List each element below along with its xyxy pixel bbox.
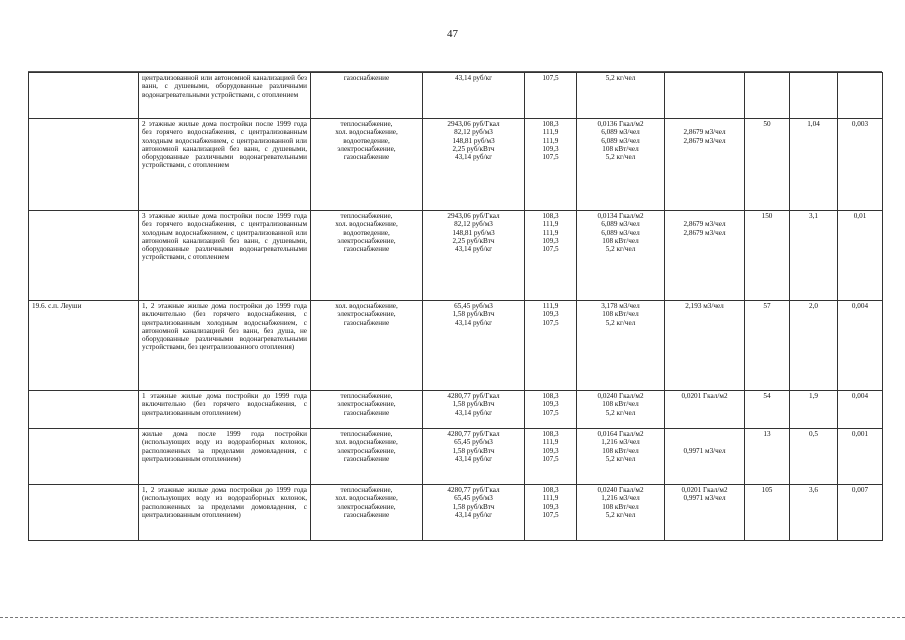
tariffs-line: 2943,06 руб/Гкал (447, 212, 500, 220)
table-row (29, 485, 883, 541)
value-cell: 3,1 (790, 211, 838, 301)
tariffs-line: 2943,06 руб/Гкал (447, 120, 500, 128)
services-line: газоснабжение (343, 74, 390, 82)
norms-line: 6,089 м3/чел (601, 220, 640, 229)
tariffs-line: 1,58 руб/кВтч (452, 502, 495, 511)
services-line: газоснабжение (343, 510, 390, 519)
norms-line: 5,2 кг/чел (605, 454, 636, 463)
services-line: теплоснабжение, (340, 486, 393, 494)
tariff-table (28, 72, 883, 541)
tariffs-line: 1,58 руб/кВтч (452, 446, 495, 455)
table-row (29, 73, 883, 119)
index-line: 107,5 (542, 318, 559, 327)
services-line: электроснабжение, (337, 236, 396, 245)
services-line: газоснабжение (343, 408, 390, 417)
services-line: теплоснабжение, (340, 392, 393, 400)
norms-line: 6,089 м3/чел (601, 136, 640, 145)
index-cell (525, 301, 577, 391)
tariffs-line: 148,81 руб/м3 (452, 228, 495, 237)
index-line: 107,5 (542, 510, 559, 519)
services-cell (311, 429, 423, 485)
extra-line: 0,9971 м3/чел (683, 446, 726, 455)
services-line: электроснабжение, (337, 400, 396, 409)
tariffs-line: 65,45 руб/м3 (454, 302, 493, 310)
services-line: газоснабжение (343, 153, 390, 162)
index-cell (525, 211, 577, 301)
services-line: хол. водоснабжение, (335, 494, 398, 503)
tariffs-line: 82,12 руб/м3 (454, 128, 493, 137)
norms-line: 108 кВт/чел (602, 236, 639, 245)
location-cell: 19.6. с.п. Леуши (29, 301, 139, 391)
services-line: газоснабжение (343, 454, 390, 463)
norms-line: 108 кВт/чел (602, 310, 639, 319)
tariffs-line: 43,14 руб/кг (454, 510, 493, 519)
index-cell (525, 73, 577, 119)
extra-line (668, 438, 741, 446)
location-cell (29, 391, 139, 429)
extra-cell (665, 301, 745, 391)
services-line: газоснабжение (343, 245, 390, 254)
index-cell (525, 119, 577, 211)
services-line: теплоснабжение, (340, 120, 393, 128)
index-line: 111,9 (542, 494, 559, 503)
tariffs-cell (423, 485, 525, 541)
table-row (29, 211, 883, 301)
value-cell: 2,0 (790, 301, 838, 391)
tariffs-line: 65,45 руб/м3 (454, 438, 493, 447)
index-line: 111,9 (542, 220, 559, 229)
norms-cell (577, 73, 665, 119)
services-cell (311, 211, 423, 301)
index-line: 111,9 (542, 302, 559, 310)
services-line: электроснабжение, (337, 502, 396, 511)
index-line: 108,3 (542, 212, 559, 220)
norms-cell (577, 485, 665, 541)
services-line: электроснабжение, (337, 144, 396, 153)
norms-cell (577, 391, 665, 429)
norms-line: 5,2 кг/чел (605, 74, 636, 82)
share-cell: 0,007 (838, 485, 883, 541)
norms-line: 5,2 кг/чел (605, 245, 636, 254)
services-line: хол. водоснабжение, (335, 438, 398, 447)
tariffs-line: 2,25 руб/кВтч (452, 144, 495, 153)
extra-line: 2,193 м3/чел (685, 302, 724, 310)
index-line: 107,5 (542, 454, 559, 463)
index-line: 111,9 (542, 136, 559, 145)
index-line: 107,5 (542, 408, 559, 417)
services-line: водоотведение, (343, 228, 390, 237)
count-cell: 57 (745, 301, 790, 391)
extra-line: 0,0201 Гкал/м2 (681, 486, 728, 494)
count-cell: 54 (745, 391, 790, 429)
index-line: 107,5 (542, 153, 559, 162)
index-line: 111,9 (542, 438, 559, 447)
extra-line: 0,9971 м3/чел (683, 494, 726, 503)
tariffs-line: 43,14 руб/кг (454, 245, 493, 254)
extra-cell (665, 73, 745, 119)
services-line: электроснабжение, (337, 310, 396, 319)
description-cell: 1 этажные жилые дома постройки до 1999 года включительно (без горячего водоснабжения, с централизованным отоплением) (139, 391, 311, 429)
extra-cell (665, 391, 745, 429)
tariffs-line: 4280,77 руб/Гкал (447, 486, 500, 494)
table-body (29, 73, 883, 541)
page-number: 47 (447, 28, 458, 40)
tariffs-line: 4280,77 руб/Гкал (447, 392, 500, 400)
services-line: хол. водоснабжение, (335, 220, 398, 229)
location-cell (29, 429, 139, 485)
norms-line: 1,216 м3/чел (601, 494, 640, 503)
norms-line: 6,089 м3/чел (601, 228, 640, 237)
share-cell: 0,003 (838, 119, 883, 211)
tariffs-line: 43,14 руб/кг (454, 74, 493, 82)
services-line: электроснабжение, (337, 446, 396, 455)
norms-line: 0,0164 Гкал/м2 (597, 430, 644, 438)
tariffs-line: 4280,77 руб/Гкал (447, 430, 500, 438)
index-line: 109,3 (542, 144, 559, 153)
norms-line: 0,0240 Гкал/м2 (597, 392, 644, 400)
norms-line: 108 кВт/чел (602, 400, 639, 409)
index-cell (525, 485, 577, 541)
value-cell: 1,9 (790, 391, 838, 429)
services-line: газоснабжение (343, 318, 390, 327)
table-row (29, 429, 883, 485)
share-cell (838, 73, 883, 119)
norms-line: 5,2 кг/чел (605, 318, 636, 327)
location-cell (29, 73, 139, 119)
tariffs-cell (423, 301, 525, 391)
tariffs-cell (423, 429, 525, 485)
count-cell: 13 (745, 429, 790, 485)
index-line: 107,5 (542, 245, 559, 254)
description-cell: 1, 2 этажные жилые дома постройки до 1999 года (использующих воду из водоразборных колонок, расположенных за пределами домовладения, с централизованным отоплением) (139, 485, 311, 541)
extra-line: 2,8679 м3/чел (683, 128, 726, 137)
norms-line: 5,2 кг/чел (605, 510, 636, 519)
tariffs-cell (423, 391, 525, 429)
count-cell (745, 73, 790, 119)
norms-line: 0,0134 Гкал/м2 (597, 212, 644, 220)
index-line: 109,3 (542, 236, 559, 245)
count-cell: 105 (745, 485, 790, 541)
extra-line: 2,8679 м3/чел (683, 228, 726, 237)
index-line: 109,3 (542, 400, 559, 409)
value-cell (790, 73, 838, 119)
description-cell: централизованной или автономной канализацией без ванн, с душевыми, оборудованные различными водонагревательными устройствами, с отоплением (139, 73, 311, 119)
table-row (29, 119, 883, 211)
tariffs-line: 1,58 руб/кВтч (452, 400, 495, 409)
tariffs-cell (423, 73, 525, 119)
extra-line (668, 120, 741, 128)
norms-line: 108 кВт/чел (602, 446, 639, 455)
index-line: 108,3 (542, 486, 559, 494)
services-cell (311, 73, 423, 119)
extra-cell (665, 485, 745, 541)
extra-line (668, 212, 741, 220)
index-line: 108,3 (542, 120, 559, 128)
index-line: 109,3 (542, 310, 559, 319)
extra-line: 2,8679 м3/чел (683, 220, 726, 229)
value-cell: 0,5 (790, 429, 838, 485)
tariffs-line: 43,14 руб/кг (454, 153, 493, 162)
index-line: 109,3 (542, 502, 559, 511)
share-cell: 0,004 (838, 391, 883, 429)
norms-line: 1,216 м3/чел (601, 438, 640, 447)
norms-line: 0,0136 Гкал/м2 (597, 120, 644, 128)
value-cell: 3,6 (790, 485, 838, 541)
services-line: хол. водоснабжение, (335, 128, 398, 137)
services-cell (311, 391, 423, 429)
norms-line: 108 кВт/чел (602, 144, 639, 153)
norms-cell (577, 211, 665, 301)
tariffs-line: 82,12 руб/м3 (454, 220, 493, 229)
norms-cell (577, 301, 665, 391)
description-cell: 2 этажные жилые дома постройки после 1999 года без горячего водоснабжения, с централизованным холодным водоснабжением, с централизованной или автономной канализацией без ванн, с душевыми, оборудованные различными водонагревательными устройствами, с отоплением (139, 119, 311, 211)
tariffs-line: 43,14 руб/кг (454, 454, 493, 463)
services-line: теплоснабжение, (340, 430, 393, 438)
extra-line: 0,0201 Гкал/м2 (681, 392, 728, 400)
table-row (29, 391, 883, 429)
index-line: 111,9 (542, 128, 559, 137)
extra-cell (665, 211, 745, 301)
value-cell: 1,04 (790, 119, 838, 211)
index-cell (525, 429, 577, 485)
table-row (29, 301, 883, 391)
norms-cell (577, 119, 665, 211)
tariffs-line: 1,58 руб/кВтч (452, 310, 495, 319)
services-cell (311, 485, 423, 541)
tariff-table-container (28, 72, 882, 541)
norms-line: 3,178 м3/чел (601, 302, 640, 310)
extra-cell (665, 429, 745, 485)
norms-line: 108 кВт/чел (602, 502, 639, 511)
norms-line: 0,0240 Гкал/м2 (597, 486, 644, 494)
extra-line (668, 430, 741, 438)
index-cell (525, 391, 577, 429)
count-cell: 150 (745, 211, 790, 301)
index-line: 108,3 (542, 430, 559, 438)
index-line: 108,3 (542, 392, 559, 400)
tariffs-line: 2,25 руб/кВтч (452, 236, 495, 245)
location-cell (29, 119, 139, 211)
norms-line: 6,089 м3/чел (601, 128, 640, 137)
count-cell: 50 (745, 119, 790, 211)
index-line: 107,5 (542, 74, 559, 82)
location-cell (29, 485, 139, 541)
tariffs-line: 43,14 руб/кг (454, 318, 493, 327)
services-cell (311, 301, 423, 391)
services-line: хол. водоснабжение, (335, 302, 398, 310)
services-cell (311, 119, 423, 211)
bottom-rule (0, 617, 905, 618)
index-line: 111,9 (542, 228, 559, 237)
norms-line: 5,2 кг/чел (605, 153, 636, 162)
description-cell: жилые дома после 1999 года постройки (использующих воду из водоразборных колонок, расположенных за пределами домовладения, с централизованным отоплением) (139, 429, 311, 485)
description-cell: 1, 2 этажные жилые дома постройки до 1999 года включительно (без горячего водоснабжения, с централизованным холодным водоснабжением, с автономной канализацией без ванн, без душа, не оборудованные различными водонагревательными устройствами, без централизованного отопления) (139, 301, 311, 391)
description-cell: 3 этажные жилые дома постройки после 1999 года без горячего водоснабжения, с централизованным холодным водоснабжением, с централизованной или автономной канализацией без ванн, с душевыми, оборудованные различными водонагревательными устройствами, с отоплением (139, 211, 311, 301)
tariffs-cell (423, 211, 525, 301)
tariffs-line: 148,81 руб/м3 (452, 136, 495, 145)
tariffs-line: 65,45 руб/м3 (454, 494, 493, 503)
share-cell: 0,004 (838, 301, 883, 391)
index-line: 109,3 (542, 446, 559, 455)
services-line: теплоснабжение, (340, 212, 393, 220)
share-cell: 0,001 (838, 429, 883, 485)
norms-cell (577, 429, 665, 485)
tariffs-line: 43,14 руб/кг (454, 408, 493, 417)
tariffs-cell (423, 119, 525, 211)
norms-line: 5,2 кг/чел (605, 408, 636, 417)
share-cell: 0,01 (838, 211, 883, 301)
services-line: водоотведение, (343, 136, 390, 145)
extra-cell (665, 119, 745, 211)
location-cell (29, 211, 139, 301)
extra-line: 2,8679 м3/чел (683, 136, 726, 145)
